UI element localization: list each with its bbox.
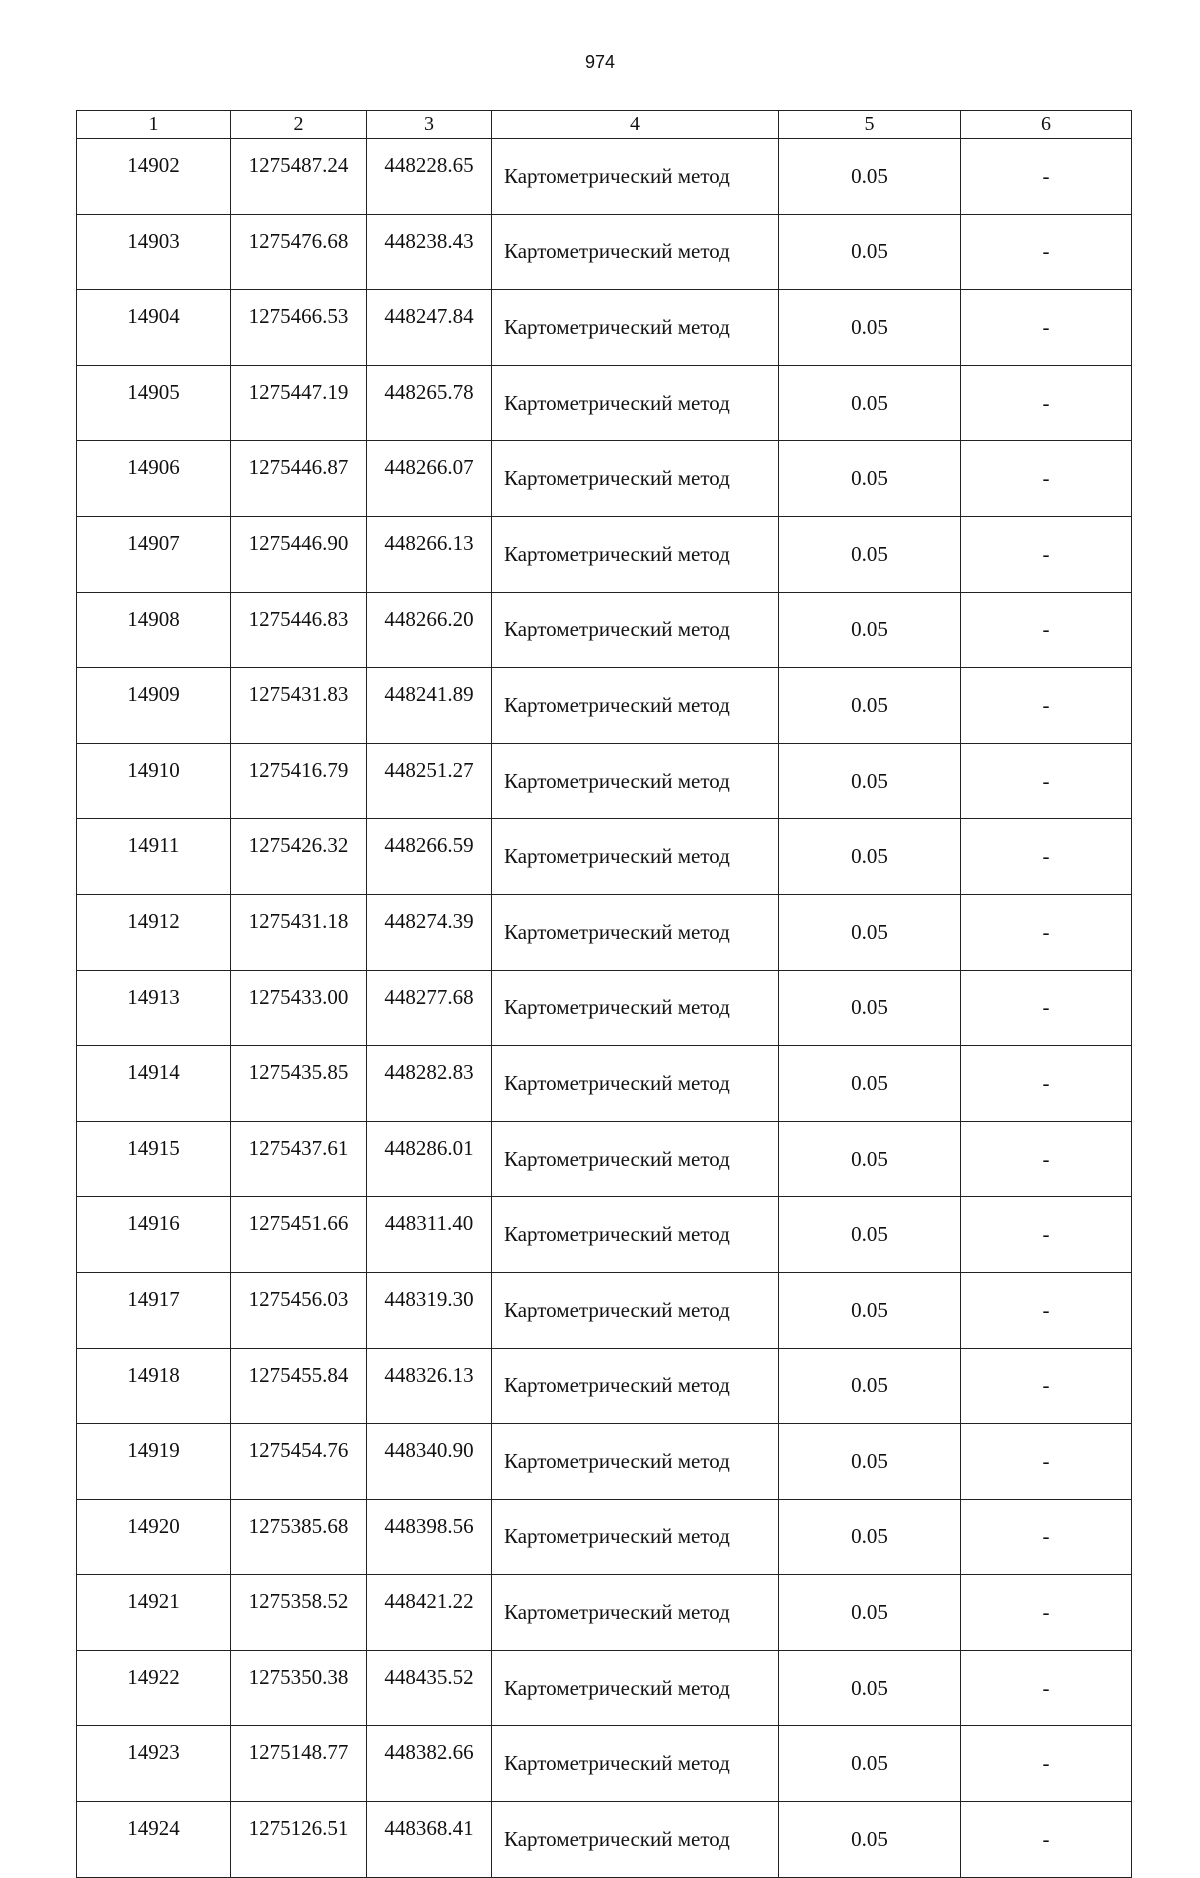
table-row bbox=[77, 290, 1132, 366]
point-number-cell: 14902 bbox=[77, 139, 231, 215]
point-number-cell: 14919 bbox=[77, 1424, 231, 1500]
precision-cell: 0.05 bbox=[779, 1499, 961, 1575]
x-coordinate-cell: 1275148.77 bbox=[231, 1726, 367, 1802]
method-cell: Картометрический метод bbox=[492, 819, 779, 895]
table-row bbox=[77, 139, 1132, 215]
y-coordinate-cell: 448241.89 bbox=[367, 668, 492, 744]
precision-cell: 0.05 bbox=[779, 139, 961, 215]
precision-cell: 0.05 bbox=[779, 668, 961, 744]
table-row bbox=[77, 819, 1132, 895]
precision-cell: 0.05 bbox=[779, 441, 961, 517]
page-number: 974 bbox=[584, 52, 616, 72]
method-cell: Картометрический метод bbox=[492, 1424, 779, 1500]
point-number-cell: 14912 bbox=[77, 894, 231, 970]
point-number-cell: 14904 bbox=[77, 290, 231, 366]
table-row bbox=[77, 1650, 1132, 1726]
y-coordinate-cell: 448368.41 bbox=[367, 1802, 492, 1878]
precision-cell: 0.05 bbox=[779, 592, 961, 668]
precision-cell: 0.05 bbox=[779, 1046, 961, 1122]
note-cell: - bbox=[961, 1121, 1132, 1197]
point-number-cell: 14913 bbox=[77, 970, 231, 1046]
y-coordinate-cell: 448238.43 bbox=[367, 214, 492, 290]
precision-cell: 0.05 bbox=[779, 365, 961, 441]
table-row bbox=[77, 1121, 1132, 1197]
method-cell: Картометрический метод bbox=[492, 365, 779, 441]
note-cell: - bbox=[961, 970, 1132, 1046]
y-coordinate-cell: 448247.84 bbox=[367, 290, 492, 366]
precision-cell: 0.05 bbox=[779, 1726, 961, 1802]
note-cell: - bbox=[961, 1046, 1132, 1122]
method-cell: Картометрический метод bbox=[492, 894, 779, 970]
y-coordinate-cell: 448277.68 bbox=[367, 970, 492, 1046]
note-cell: - bbox=[961, 1424, 1132, 1500]
note-cell: - bbox=[961, 1802, 1132, 1878]
point-number-cell: 14909 bbox=[77, 668, 231, 744]
method-cell: Картометрический метод bbox=[492, 290, 779, 366]
point-number-cell: 14905 bbox=[77, 365, 231, 441]
precision-cell: 0.05 bbox=[779, 1802, 961, 1878]
note-cell: - bbox=[961, 1348, 1132, 1424]
y-coordinate-cell: 448266.59 bbox=[367, 819, 492, 895]
x-coordinate-cell: 1275126.51 bbox=[231, 1802, 367, 1878]
precision-cell: 0.05 bbox=[779, 1272, 961, 1348]
y-coordinate-cell: 448398.56 bbox=[367, 1499, 492, 1575]
y-coordinate-cell: 448311.40 bbox=[367, 1197, 492, 1273]
point-number-cell: 14918 bbox=[77, 1348, 231, 1424]
x-coordinate-cell: 1275437.61 bbox=[231, 1121, 367, 1197]
point-number-cell: 14908 bbox=[77, 592, 231, 668]
method-cell: Картометрический метод bbox=[492, 214, 779, 290]
method-cell: Картометрический метод bbox=[492, 1197, 779, 1273]
x-coordinate-cell: 1275350.38 bbox=[231, 1650, 367, 1726]
table-row bbox=[77, 1499, 1132, 1575]
y-coordinate-cell: 448274.39 bbox=[367, 894, 492, 970]
y-coordinate-cell: 448340.90 bbox=[367, 1424, 492, 1500]
y-coordinate-cell: 448251.27 bbox=[367, 743, 492, 819]
note-cell: - bbox=[961, 441, 1132, 517]
x-coordinate-cell: 1275358.52 bbox=[231, 1575, 367, 1651]
y-coordinate-cell: 448282.83 bbox=[367, 1046, 492, 1122]
note-cell: - bbox=[961, 214, 1132, 290]
y-coordinate-cell: 448266.07 bbox=[367, 441, 492, 517]
note-cell: - bbox=[961, 743, 1132, 819]
table-body bbox=[77, 139, 1132, 1878]
note-cell: - bbox=[961, 1499, 1132, 1575]
table-row bbox=[77, 970, 1132, 1046]
method-cell: Картометрический метод bbox=[492, 1726, 779, 1802]
method-cell: Картометрический метод bbox=[492, 1046, 779, 1122]
method-cell: Картометрический метод bbox=[492, 516, 779, 592]
note-cell: - bbox=[961, 365, 1132, 441]
note-cell: - bbox=[961, 1575, 1132, 1651]
x-coordinate-cell: 1275446.83 bbox=[231, 592, 367, 668]
note-cell: - bbox=[961, 1726, 1132, 1802]
method-cell: Картометрический метод bbox=[492, 139, 779, 215]
x-coordinate-cell: 1275455.84 bbox=[231, 1348, 367, 1424]
precision-cell: 0.05 bbox=[779, 290, 961, 366]
table-row bbox=[77, 1802, 1132, 1878]
table-row bbox=[77, 1726, 1132, 1802]
x-coordinate-cell: 1275456.03 bbox=[231, 1272, 367, 1348]
header-col-2: 2 bbox=[231, 111, 367, 139]
header-col-1: 1 bbox=[77, 111, 231, 139]
y-coordinate-cell: 448326.13 bbox=[367, 1348, 492, 1424]
table-row bbox=[77, 1272, 1132, 1348]
point-number-cell: 14922 bbox=[77, 1650, 231, 1726]
table-row bbox=[77, 365, 1132, 441]
method-cell: Картометрический метод bbox=[492, 1650, 779, 1726]
precision-cell: 0.05 bbox=[779, 214, 961, 290]
table-row bbox=[77, 743, 1132, 819]
note-cell: - bbox=[961, 894, 1132, 970]
point-number-cell: 14924 bbox=[77, 1802, 231, 1878]
x-coordinate-cell: 1275466.53 bbox=[231, 290, 367, 366]
x-coordinate-cell: 1275433.00 bbox=[231, 970, 367, 1046]
y-coordinate-cell: 448265.78 bbox=[367, 365, 492, 441]
point-number-cell: 14914 bbox=[77, 1046, 231, 1122]
coordinates-table bbox=[76, 110, 1132, 1878]
table-row bbox=[77, 1197, 1132, 1273]
method-cell: Картометрический метод bbox=[492, 1499, 779, 1575]
x-coordinate-cell: 1275451.66 bbox=[231, 1197, 367, 1273]
method-cell: Картометрический метод bbox=[492, 668, 779, 744]
precision-cell: 0.05 bbox=[779, 1650, 961, 1726]
header-col-3: 3 bbox=[367, 111, 492, 139]
precision-cell: 0.05 bbox=[779, 1348, 961, 1424]
precision-cell: 0.05 bbox=[779, 970, 961, 1046]
precision-cell: 0.05 bbox=[779, 516, 961, 592]
note-cell: - bbox=[961, 592, 1132, 668]
y-coordinate-cell: 448266.20 bbox=[367, 592, 492, 668]
method-cell: Картометрический метод bbox=[492, 970, 779, 1046]
x-coordinate-cell: 1275446.90 bbox=[231, 516, 367, 592]
table-row bbox=[77, 668, 1132, 744]
header-col-6: 6 bbox=[961, 111, 1132, 139]
method-cell: Картометрический метод bbox=[492, 1802, 779, 1878]
table-row bbox=[77, 214, 1132, 290]
precision-cell: 0.05 bbox=[779, 819, 961, 895]
point-number-cell: 14917 bbox=[77, 1272, 231, 1348]
precision-cell: 0.05 bbox=[779, 1197, 961, 1273]
method-cell: Картометрический метод bbox=[492, 743, 779, 819]
table-row bbox=[77, 441, 1132, 517]
y-coordinate-cell: 448286.01 bbox=[367, 1121, 492, 1197]
table-header bbox=[77, 111, 1132, 139]
y-coordinate-cell: 448435.52 bbox=[367, 1650, 492, 1726]
x-coordinate-cell: 1275431.18 bbox=[231, 894, 367, 970]
point-number-cell: 14903 bbox=[77, 214, 231, 290]
x-coordinate-cell: 1275426.32 bbox=[231, 819, 367, 895]
point-number-cell: 14911 bbox=[77, 819, 231, 895]
x-coordinate-cell: 1275385.68 bbox=[231, 1499, 367, 1575]
point-number-cell: 14906 bbox=[77, 441, 231, 517]
table-row bbox=[77, 1046, 1132, 1122]
x-coordinate-cell: 1275476.68 bbox=[231, 214, 367, 290]
y-coordinate-cell: 448266.13 bbox=[367, 516, 492, 592]
note-cell: - bbox=[961, 290, 1132, 366]
precision-cell: 0.05 bbox=[779, 1575, 961, 1651]
method-cell: Картометрический метод bbox=[492, 1121, 779, 1197]
x-coordinate-cell: 1275447.19 bbox=[231, 365, 367, 441]
header-col-5: 5 bbox=[779, 111, 961, 139]
point-number-cell: 14923 bbox=[77, 1726, 231, 1802]
table-row bbox=[77, 1348, 1132, 1424]
point-number-cell: 14916 bbox=[77, 1197, 231, 1273]
note-cell: - bbox=[961, 1650, 1132, 1726]
header-col-4: 4 bbox=[492, 111, 779, 139]
precision-cell: 0.05 bbox=[779, 894, 961, 970]
x-coordinate-cell: 1275487.24 bbox=[231, 139, 367, 215]
method-cell: Картометрический метод bbox=[492, 1348, 779, 1424]
note-cell: - bbox=[961, 819, 1132, 895]
note-cell: - bbox=[961, 139, 1132, 215]
table-row bbox=[77, 516, 1132, 592]
x-coordinate-cell: 1275435.85 bbox=[231, 1046, 367, 1122]
header-row bbox=[77, 111, 1132, 139]
point-number-cell: 14915 bbox=[77, 1121, 231, 1197]
y-coordinate-cell: 448228.65 bbox=[367, 139, 492, 215]
method-cell: Картометрический метод bbox=[492, 592, 779, 668]
table-row bbox=[77, 894, 1132, 970]
point-number-cell: 14921 bbox=[77, 1575, 231, 1651]
table-row bbox=[77, 592, 1132, 668]
table-row bbox=[77, 1424, 1132, 1500]
point-number-cell: 14910 bbox=[77, 743, 231, 819]
note-cell: - bbox=[961, 516, 1132, 592]
x-coordinate-cell: 1275454.76 bbox=[231, 1424, 367, 1500]
x-coordinate-cell: 1275446.87 bbox=[231, 441, 367, 517]
point-number-cell: 14907 bbox=[77, 516, 231, 592]
method-cell: Картометрический метод bbox=[492, 1272, 779, 1348]
note-cell: - bbox=[961, 1197, 1132, 1273]
y-coordinate-cell: 448421.22 bbox=[367, 1575, 492, 1651]
method-cell: Картометрический метод bbox=[492, 1575, 779, 1651]
precision-cell: 0.05 bbox=[779, 1121, 961, 1197]
precision-cell: 0.05 bbox=[779, 743, 961, 819]
note-cell: - bbox=[961, 1272, 1132, 1348]
y-coordinate-cell: 448382.66 bbox=[367, 1726, 492, 1802]
note-cell: - bbox=[961, 668, 1132, 744]
method-cell: Картометрический метод bbox=[492, 441, 779, 517]
x-coordinate-cell: 1275416.79 bbox=[231, 743, 367, 819]
precision-cell: 0.05 bbox=[779, 1424, 961, 1500]
table-row bbox=[77, 1575, 1132, 1651]
y-coordinate-cell: 448319.30 bbox=[367, 1272, 492, 1348]
x-coordinate-cell: 1275431.83 bbox=[231, 668, 367, 744]
point-number-cell: 14920 bbox=[77, 1499, 231, 1575]
